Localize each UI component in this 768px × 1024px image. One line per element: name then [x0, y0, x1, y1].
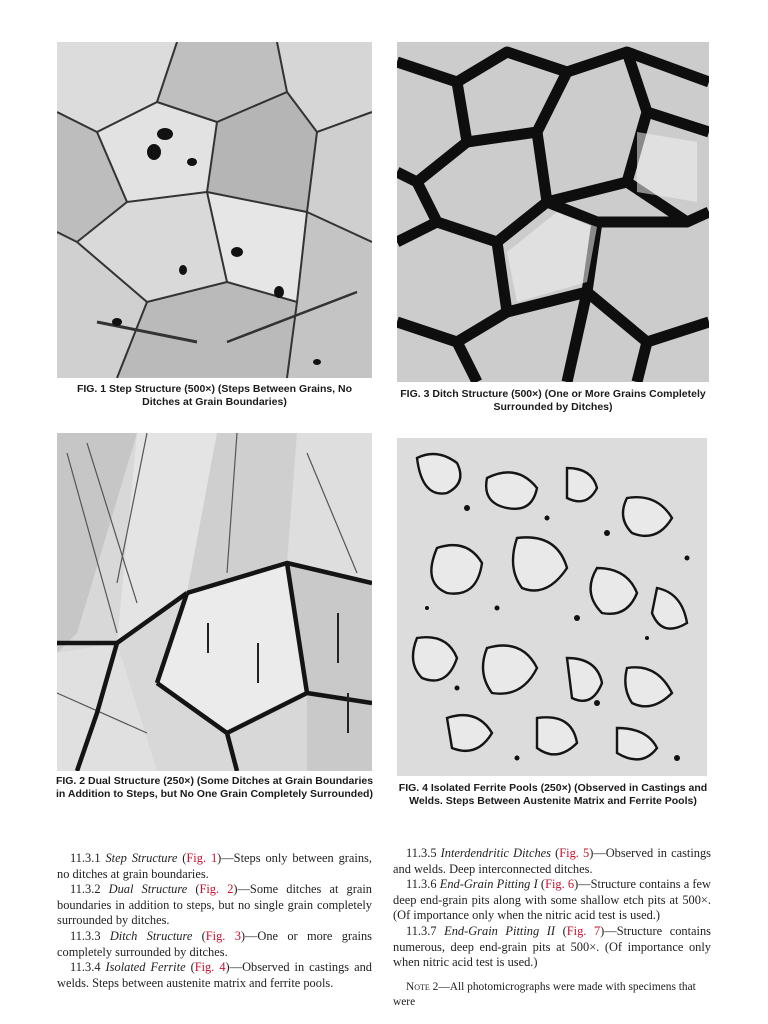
- section-number: 11.3.7: [406, 923, 437, 938]
- section-text: )—Structure contains numerous, deep end-grain pits at 500×. (Of importance only when nitric acid test is used.): [393, 923, 711, 970]
- figure-2-photomicrograph: [57, 433, 372, 771]
- section-text: )—Some ditches at grain boundaries in addition to steps, but no single grain completely surrounded by ditches.: [57, 882, 372, 928]
- text-column-right: [393, 846, 711, 1011]
- figure-4-photomicrograph: [397, 438, 707, 776]
- section-text: )—Structure contains a few deep end-grain pits along with some shallow etch pits at 500×. (Of importance only when the nitric acid test is used.): [393, 877, 712, 923]
- figure-1-photomicrograph: [57, 42, 372, 378]
- figure-3-caption: FIG. 3 Ditch Structure (500×) (One or More Grains Completely Surrounded by Ditches): [400, 388, 706, 413]
- figure-link[interactable]: Fig. 4: [194, 960, 226, 975]
- section-term: Ditch Structure: [109, 928, 193, 943]
- section-text: )—Observed in castings and welds. Steps between austenite matrix and ferrite pools.: [57, 960, 372, 990]
- paragraph-11-3-5: [393, 846, 711, 877]
- paren: (: [551, 846, 560, 860]
- figure-link[interactable]: Fig. 6: [545, 877, 575, 892]
- section-number: 11.3.2: [70, 882, 101, 897]
- section-text: )—Steps only between grains, no ditches at grain boundaries.: [57, 851, 372, 881]
- paren: (: [185, 960, 195, 975]
- paren: (: [537, 877, 546, 892]
- paragraph-11-3-1: [57, 851, 372, 882]
- section-term: Step Structure: [105, 851, 178, 865]
- section-term: Isolated Ferrite: [105, 960, 186, 975]
- section-text: )—Observed in castings and welds. Deep interconnected ditches.: [393, 846, 711, 876]
- section-term: Dual Structure: [108, 882, 188, 897]
- figure-link[interactable]: Fig. 5: [559, 846, 590, 860]
- section-term: Interdendritic Ditches: [440, 846, 551, 860]
- paren: (: [187, 882, 200, 897]
- paragraph-11-3-7: [393, 924, 711, 971]
- paragraph-11-3-3: [57, 929, 372, 960]
- figure-link[interactable]: Fig. 1: [186, 851, 218, 865]
- figure-link[interactable]: Fig. 3: [205, 928, 241, 943]
- paren: (: [177, 851, 187, 865]
- text-column-left: [57, 851, 372, 991]
- paragraph-11-3-6: [393, 877, 711, 924]
- section-number: 11.3.6: [406, 877, 437, 892]
- note-2: [393, 980, 711, 1011]
- figure-4-caption: FIG. 4 Isolated Ferrite Pools (250×) (Observed in Castings and Welds. Steps Between Austenite Matrix and Ferrite Pools): [398, 782, 708, 807]
- section-term: End-Grain Pitting II: [444, 923, 556, 938]
- section-text: )—One or more grains completely surrounded by ditches.: [57, 928, 373, 959]
- section-number: 11.3.4: [70, 960, 101, 975]
- section-number: 11.3.5: [406, 846, 437, 860]
- section-term: End-Grain Pitting I: [439, 877, 538, 892]
- figure-link[interactable]: Fig. 7: [566, 923, 601, 938]
- paren: (: [192, 928, 206, 943]
- figure-link[interactable]: Fig. 2: [199, 882, 234, 897]
- paragraph-11-3-2: [57, 882, 372, 929]
- note-text: —All photomicrographs were made with specimens that were: [393, 980, 696, 1009]
- figure-1-caption: FIG. 1 Step Structure (500×) (Steps Between Grains, No Ditches at Grain Boundaries): [76, 383, 353, 408]
- section-number: 11.3.1: [70, 851, 101, 865]
- figure-2-caption: FIG. 2 Dual Structure (250×) (Some Ditches at Grain Boundaries in Addition to Steps, but No One Grain Completely Surrounded): [55, 775, 374, 800]
- note-label: Note 2: [406, 980, 439, 993]
- paragraph-11-3-4: [57, 960, 372, 991]
- paren: (: [555, 923, 567, 938]
- section-number: 11.3.3: [70, 928, 101, 943]
- figure-3-photomicrograph: [397, 42, 709, 382]
